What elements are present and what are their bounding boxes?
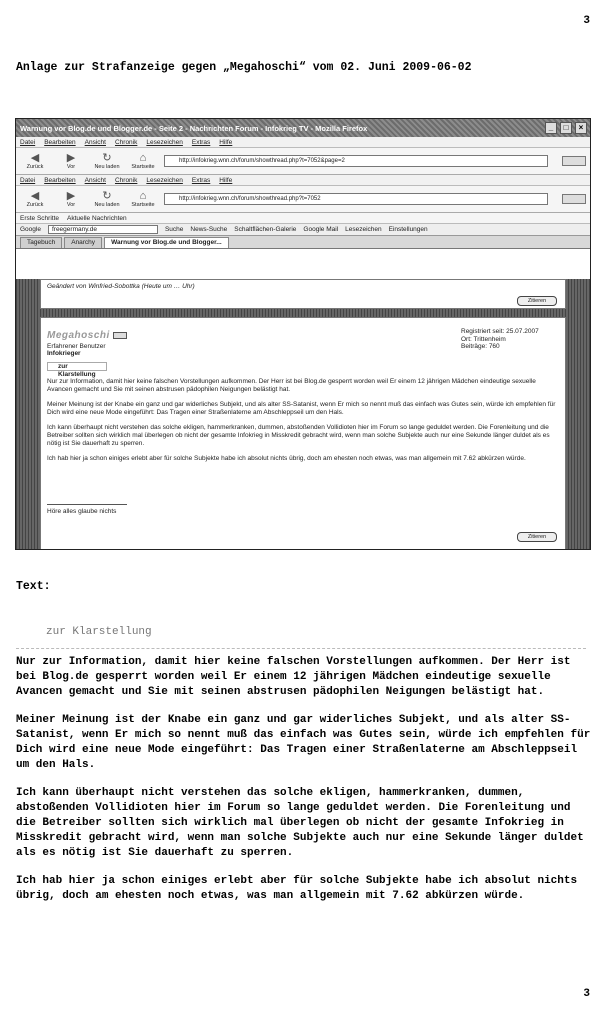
forward-button-2[interactable]: ▶ Vor: [66, 190, 76, 208]
tab-warnung[interactable]: Warnung vor Blog.de und Blogger...: [104, 237, 229, 248]
menu-ansicht[interactable]: Ansicht: [84, 138, 106, 146]
window-titlebar: [16, 119, 590, 137]
tab-bar: [16, 236, 590, 249]
nav-toolbar-1: [16, 148, 590, 175]
bookmarks-bar: [16, 213, 590, 224]
address-bar-2[interactable]: http://infokrieg.wnn.ch/forum/showthread.php?t=7052: [164, 193, 548, 205]
maximize-icon[interactable]: □: [560, 122, 572, 134]
menu-lesezeichen-2[interactable]: Lesezeichen: [146, 176, 183, 184]
reload-icon: ↻: [102, 152, 112, 164]
transcript-paragraph: Nur zur Information, damit hier keine falschen Vorstellungen aufkommen. Der Herr ist bei Blog.de gesperrt worden weil Er einem 12 jährigen Mädchen eindeutige sexuelle Avancen gemacht und Sie mit seinen abstrusen pädophilen Neigungen belästigt hat.: [16, 656, 571, 698]
search-engine-button-2[interactable]: [562, 194, 586, 204]
tab-tagebuch[interactable]: Tagebuch: [20, 237, 62, 248]
menu-bearbeiten[interactable]: Bearbeiten: [44, 138, 76, 146]
close-icon[interactable]: ×: [575, 122, 587, 134]
forum-post: [40, 317, 566, 550]
user-meta: Registriert seit: 25.07.2007 Ort: Trittenheim Beiträge: 760: [461, 328, 539, 350]
google-einstellungen[interactable]: Einstellungen: [388, 226, 428, 233]
menu-ansicht-2[interactable]: Ansicht: [84, 176, 106, 184]
reload-button-2[interactable]: ↻ Neu laden: [94, 190, 120, 208]
address-bar-1[interactable]: http://infokrieg.wnn.ch/forum/showthread.php?t=7052&page=2: [164, 155, 548, 167]
home-button-2[interactable]: ⌂ Startseite: [131, 190, 155, 208]
menu-lesezeichen[interactable]: Lesezeichen: [146, 138, 183, 146]
reload-icon: ↻: [102, 190, 112, 202]
back-arrow-icon: ◀: [30, 190, 40, 202]
text-label: Text:: [16, 580, 51, 593]
forward-arrow-icon: ▶: [66, 190, 76, 202]
post-subject: zur Klarstellung: [47, 362, 107, 371]
back-button-2[interactable]: ◀ Zurück: [26, 190, 44, 208]
subject-divider: [16, 648, 586, 649]
google-lesezeichen[interactable]: Lesezeichen: [345, 226, 382, 233]
google-mail[interactable]: Google Mail: [303, 226, 339, 233]
page-number-bottom: 3: [583, 988, 590, 1000]
post-username[interactable]: Megahoschi: [47, 330, 127, 341]
tab-anarchy[interactable]: Anarchy: [64, 237, 102, 248]
page-number-top: 3: [583, 15, 590, 27]
google-search-field[interactable]: freegermany.de: [48, 225, 158, 234]
window-title: Warnung vor Blog.de und Blogger.de - Seite 2 - Nachrichten Forum - Infokrieg TV - Mozilla Firefox: [20, 123, 368, 133]
edited-note: Geändert von Winfried-Sobottka (Heute um … Uhr): [47, 283, 195, 290]
google-suche[interactable]: Suche: [164, 226, 184, 233]
menu-bar-2: [16, 175, 590, 186]
reload-button[interactable]: ↻ Neu laden: [94, 152, 120, 170]
forward-arrow-icon: ▶: [66, 152, 76, 164]
bookmark-aktuelle-nachrichten[interactable]: Aktuelle Nachrichten: [67, 214, 127, 222]
transcript-body: [16, 655, 592, 917]
google-galerie[interactable]: Schaltflächen-Galerie: [234, 226, 297, 233]
signature-divider: [47, 504, 127, 505]
menu-extras[interactable]: Extras: [191, 138, 211, 146]
forum-content: [16, 279, 590, 549]
menu-extras-2[interactable]: Extras: [191, 176, 211, 184]
home-button[interactable]: ⌂ Startseite: [131, 152, 155, 170]
google-toolbar: [16, 224, 590, 236]
menu-chronik-2[interactable]: Chronik: [114, 176, 138, 184]
post-text: Nur zur Information, damit hier keine falschen Vorstellungen aufkommen. Der Herr ist bei Blog.de gesperrt worden weil Er einem 12 jährigen Mädchen eindeutige sexuelle Avancen gemacht und Sie mit seinen abstrusen pädophilen Neigungen belästigt hat. Meiner Meinung ist der Knabe ein ganz und gar widerliches Subjekt, und als alter SS-Satanist, wenn Er mich so nennt muß das einfach was Gutes sein, würde ich empfehlen für Dich wird eine neue Mode eingeführt: Das Tragen einer Straßenlaterne am Abschleppseil um den Hals. Ich kann überhaupt nicht verstehen das solche ekligen, hammerkranken, dummen, abstoßenden Vollidioten hier im Forum so lange geduldet werden. Die Forenleitung und die Betreiber sollten sich wirklich mal überlegen ob nicht der gesamte Infokrieg in Misskredit gebracht wird, wenn man solche Subjekte auch nur eine Sekunde länger duldet als es nötig ist Sie dauerhaft zu sperren. Ich hab hier ja schon einiges erlebt aber für solche Subjekte habe ich absolut nichts übrig, doch am ehesten noch etwas, was man allgemein mit 7.62 abkürzen würde.: [47, 378, 556, 462]
previous-post: [40, 279, 566, 309]
transcript-paragraph: Meiner Meinung ist der Knabe ein ganz und gar widerliches Subjekt, und als alter SS-Satanist, wenn Er mich so nennt muß das einfach was Gutes sein, würde ich empfehlen für Dich wird eine neue Mode eingeführt: Das Tragen einer Straßenlaterne am Abschleppseil um den Hals.: [16, 714, 591, 771]
menu-datei[interactable]: Datei: [20, 138, 36, 146]
quote-button-2[interactable]: Zitieren: [517, 532, 557, 542]
menu-chronik[interactable]: Chronik: [114, 138, 138, 146]
post-signature: Höre alles glaube nichts: [47, 508, 117, 515]
transcript-paragraph: Ich hab hier ja schon einiges erlebt aber für solche Subjekte habe ich absolut nichts übrig, doch am ehesten noch etwas, was man allgemein mit 7.62 abkürzen würde.: [16, 875, 578, 902]
menu-hilfe-2[interactable]: Hilfe: [219, 176, 233, 184]
forward-button[interactable]: ▶ Vor: [66, 152, 76, 170]
menu-bar-1: [16, 137, 590, 148]
browser-screenshot: [15, 118, 591, 550]
transcript-paragraph: Ich kann überhaupt nicht verstehen das solche ekligen, hammerkranken, dummen, abstoßenden Vollidioten hier im Forum so lange geduldet werden. Die Forenleitung und die Betreiber sollten sich wirklich mal überlegen ob nicht der gesamte Infokrieg in Misskredit gebracht wird, wenn man solche Subjekte auch nur eine Sekunde länger duldet als es nötig ist Sie dauerhaft zu sperren.: [16, 787, 584, 859]
menu-datei-2[interactable]: Datei: [20, 176, 36, 184]
menu-bearbeiten-2[interactable]: Bearbeiten: [44, 176, 76, 184]
user-rank: Erfahrener Benutzer Infokrieger: [47, 343, 106, 357]
menu-hilfe[interactable]: Hilfe: [219, 138, 233, 146]
home-icon: ⌂: [139, 190, 147, 202]
transcript-subject: zur Klarstellung: [46, 626, 152, 638]
back-button[interactable]: ◀ Zurück: [26, 152, 44, 170]
google-news-suche[interactable]: News-Suche: [190, 226, 228, 233]
bookmark-erste-schritte[interactable]: Erste Schritte: [20, 214, 60, 222]
minimize-icon[interactable]: _: [545, 122, 557, 134]
quote-button-1[interactable]: Zitieren: [517, 296, 557, 306]
nav-toolbar-2: [16, 186, 590, 213]
back-arrow-icon: ◀: [30, 152, 40, 164]
google-logo: Google: [20, 226, 41, 233]
online-status-icon: [113, 332, 127, 339]
home-icon: ⌂: [139, 152, 147, 164]
search-engine-button[interactable]: [562, 156, 586, 166]
page-heading: Anlage zur Strafanzeige gegen „Megahoschi“ vom 02. Juni 2009-06-02: [16, 61, 472, 74]
